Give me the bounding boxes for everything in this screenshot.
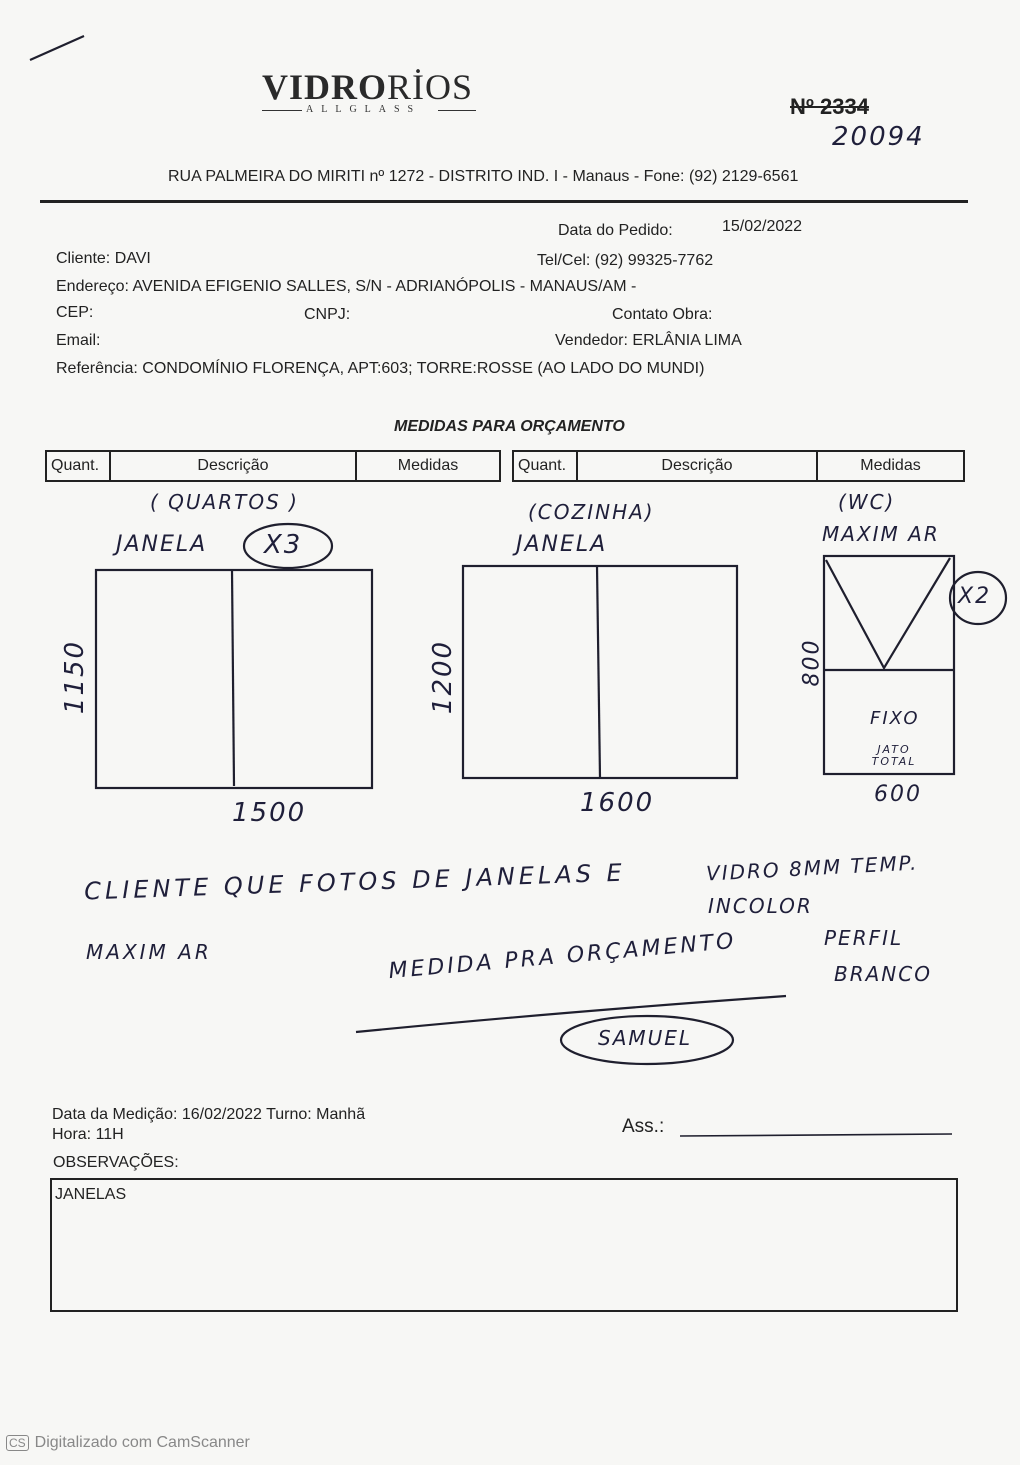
- note-line-2: MAXIM AR: [86, 940, 212, 964]
- contact-label: Contato Obra:: [612, 306, 713, 323]
- sketch-label-wc: MAXIM AR: [822, 522, 940, 546]
- header-medidas: Medidas: [817, 451, 964, 481]
- wc-opening-mark: [826, 558, 950, 668]
- sketch-room-quartos: ( QUARTOS ): [150, 490, 299, 514]
- cnpj-label: CNPJ:: [304, 306, 351, 323]
- observations-text: JANELAS: [55, 1186, 127, 1203]
- client-name: Cliente: DAVI: [56, 250, 151, 267]
- signature-label: Ass.:: [622, 1116, 665, 1137]
- sketch-room-wc: (WC): [838, 490, 896, 514]
- header-descricao: Descrição: [577, 451, 817, 481]
- sign-line: [680, 1134, 952, 1136]
- window-sketch-wc: [824, 556, 954, 774]
- window-divider-cozinha: [597, 566, 600, 778]
- sketch-height-cozinha: 1200: [428, 639, 459, 715]
- logo-light-text: RİOS: [387, 67, 474, 107]
- client-address: Endereço: AVENIDA EFIGENIO SALLES, S/N - ADRIANÓPOLIS - MANAUS/AM -: [56, 278, 637, 295]
- sketch-label-quartos: JANELA: [116, 532, 208, 557]
- measures-title: MEDIDAS PARA ORÇAMENTO: [394, 418, 625, 435]
- sketch-height-wc: 800: [799, 638, 825, 687]
- email-label: Email:: [56, 332, 101, 349]
- logo-bold-text: VIDRO: [262, 67, 388, 107]
- sketch-qty-wc: X2: [958, 584, 992, 609]
- note-right-2: INCOLOR: [708, 894, 813, 918]
- company-address: RUA PALMEIRA DO MIRITI nº 1272 - DISTRITO IND. I - Manaus - Fone: (92) 2129-6561: [168, 168, 799, 185]
- pen-stroke: [30, 36, 84, 60]
- sketch-qty-quartos: X3: [264, 530, 303, 560]
- header-medidas: Medidas: [356, 451, 500, 481]
- reference-text: Referência: CONDOMÍNIO FLORENÇA, APT:603; TORRE:ROSSE (AO LADO DO MUNDI): [56, 360, 705, 377]
- note-right-3: PERFIL: [824, 926, 904, 950]
- observations-box: [50, 1178, 958, 1312]
- client-phone: Tel/Cel: (92) 99325-7762: [537, 252, 714, 269]
- measure-date: Data da Medição: 16/02/2022 Turno: Manhã: [52, 1106, 366, 1123]
- sketch-width-quartos: 1500: [232, 798, 307, 828]
- seller-name: Vendedor: ERLÂNIA LIMA: [555, 332, 742, 349]
- scanner-text: Digitalizado com CamScanner: [34, 1434, 250, 1451]
- camscanner-logo: CS: [6, 1435, 29, 1451]
- window-divider-quartos: [232, 570, 234, 786]
- order-date-label: Data do Pedido:: [558, 222, 673, 239]
- sketch-glass-wc: JATO TOTAL: [871, 743, 917, 768]
- scanner-watermark: [6, 1434, 250, 1452]
- sketch-width-wc: 600: [874, 782, 922, 807]
- handwritten-signature: SAMUEL: [598, 1026, 693, 1050]
- note-line-1: CLIENTE QUE FOTOS DE JANELAS E: [83, 858, 627, 906]
- signature-underline: [356, 996, 786, 1032]
- observations-label: OBSERVAÇÕES:: [53, 1154, 179, 1171]
- measure-hour: Hora: 11H: [52, 1126, 124, 1143]
- sketch-height-quartos: 1150: [60, 639, 91, 715]
- note-line-3: MEDIDA PRA ORÇAMENTO: [387, 928, 738, 985]
- logo-subtitle: ALLGLASS: [306, 104, 422, 115]
- sketch-room-cozinha: (COZINHA): [528, 500, 655, 524]
- header-descricao: Descrição: [110, 451, 356, 481]
- sketch-fixed-wc: FIXO: [870, 708, 920, 729]
- header-quant: Quant.: [513, 451, 577, 481]
- note-right-1: VIDRO 8MM TEMP.: [705, 850, 919, 886]
- header-quant: Quant.: [46, 451, 110, 481]
- sketch-width-cozinha: 1600: [580, 788, 655, 818]
- cep-label: CEP:: [56, 304, 94, 321]
- document-number-handwritten: 20094: [832, 122, 925, 152]
- sketch-label-cozinha: JANELA: [516, 532, 608, 557]
- note-right-4: BRANCO: [834, 962, 932, 986]
- document-number-printed: Nº 2334: [790, 94, 869, 119]
- order-date-value: 15/02/2022: [722, 218, 803, 235]
